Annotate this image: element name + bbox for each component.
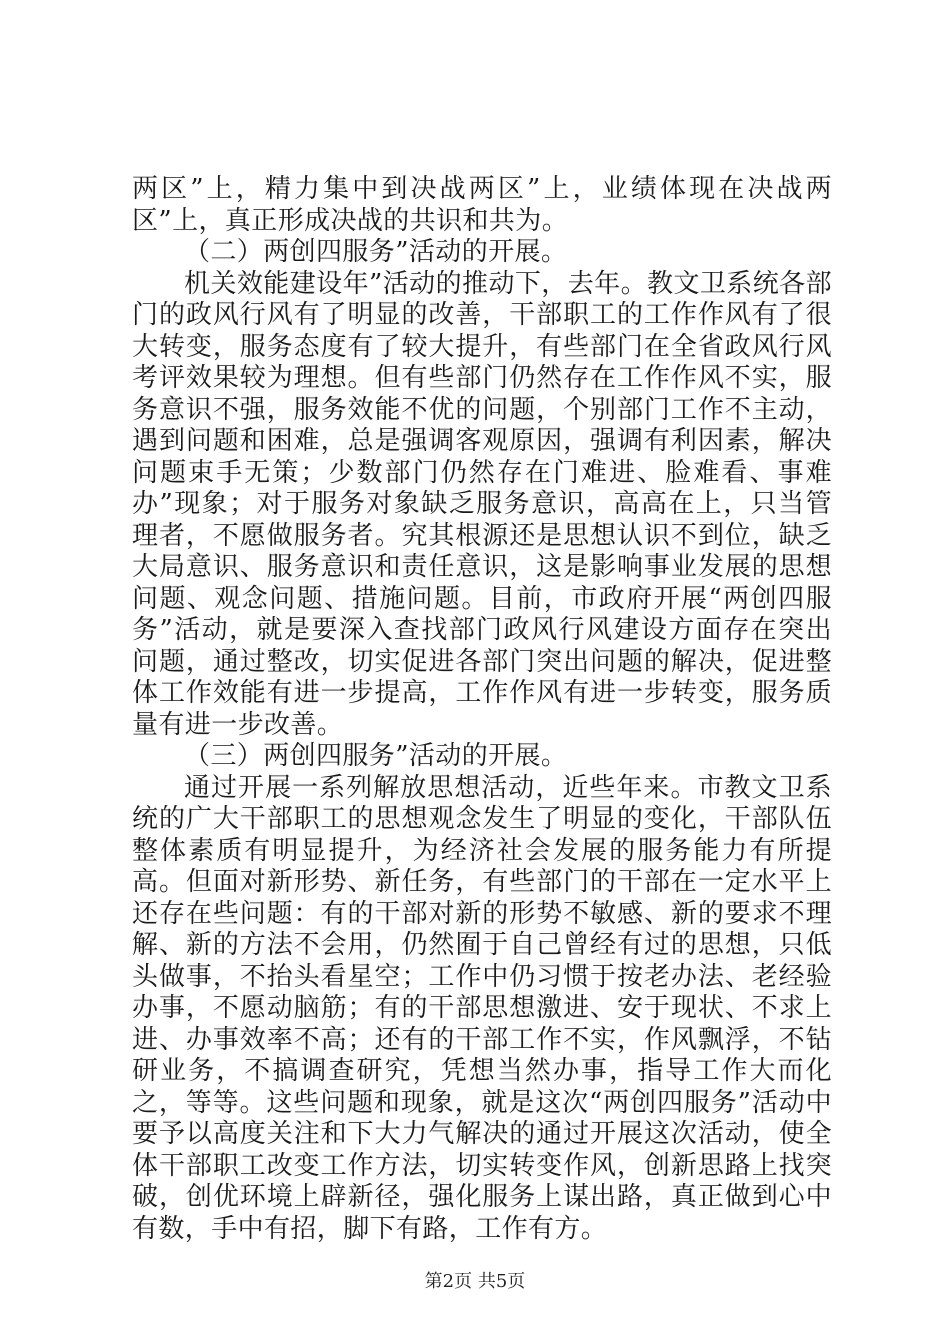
paragraph-body-2: 机关效能建设年”活动的推动下，去年。教文卫系统各部门的政风行风有了明显的改善，干部职工的工作作风有了很大转变，服务态度有了较大提升，有些部门在全省政风行风考评效果较为理想。但有些部门仍然存在工作作风不实，服务意识不强，服务效能不优的问题，个别部门工作不主动，遇到问题和困难，总是强调客观原因，强调有利因素，解决问题束手无策；少数部门仍然存在门难进、脸难看、事难办”现象；对于服务对象缺乏服务意识，高高在上，只当管理者，不愿做服务者。究其根源还是思想认识不到位，缺乏大局意识、服务意识和责任意识，这是影响事业发展的思想问题、观念问题、措施问题。目前，市政府开展“两创四服务”活动，就是要深入查找部门政风行风建设方面存在突出问题，通过整改，切实促进各部门突出问题的解决，促进整体工作效能有进一步提高，工作作风有进一步转变，服务质量有进一步改善。	[132, 268, 832, 740]
document-body	[132, 174, 832, 1245]
section-heading-3: （三）两创四服务”活动的开展。	[184, 741, 568, 771]
paragraph-body-3: 通过开展一系列解放思想活动，近些年来。市教文卫系统的广大干部职工的思想观念发生了明显的变化，干部队伍整体素质有明显提升，为经济社会发展的服务能力有所提高。但面对新形势、新任务，有些部门的干部在一定水平上还存在些问题：有的干部对新的形势不敏感、新的要求不理解、新的方法不会用，仍然囿于自己曾经有过的思想，只低头做事，不抬头看星空；工作中仍习惯于按老办法、老经验办事，不愿动脑筋；有的干部思想激进、安于现状、不求上进、办事效率不高；还有的干部工作不实，作风飘浮，不钻研业务，不搞调查研究，凭想当然办事，指导工作大而化之，等等。这些问题和现象，就是这次“两创四服务”活动中要予以高度关注和下大力气解决的通过开展这次活动，使全体干部职工改变工作方法，切实转变作风，创新思路上找突破，创优环境上辟新径，强化服务上谋出路，真正做到心中有数，手中有招，脚下有路，工作有方。	[132, 772, 832, 1244]
section-heading-2: （二）两创四服务”活动的开展。	[184, 237, 568, 267]
page-number-footer: 第2页 共5页	[424, 1271, 526, 1292]
paragraph-continuation: 两区”上，精力集中到决战两区”上，业绩体现在决战两区”上，真正形成决战的共识和共为。	[132, 174, 832, 236]
